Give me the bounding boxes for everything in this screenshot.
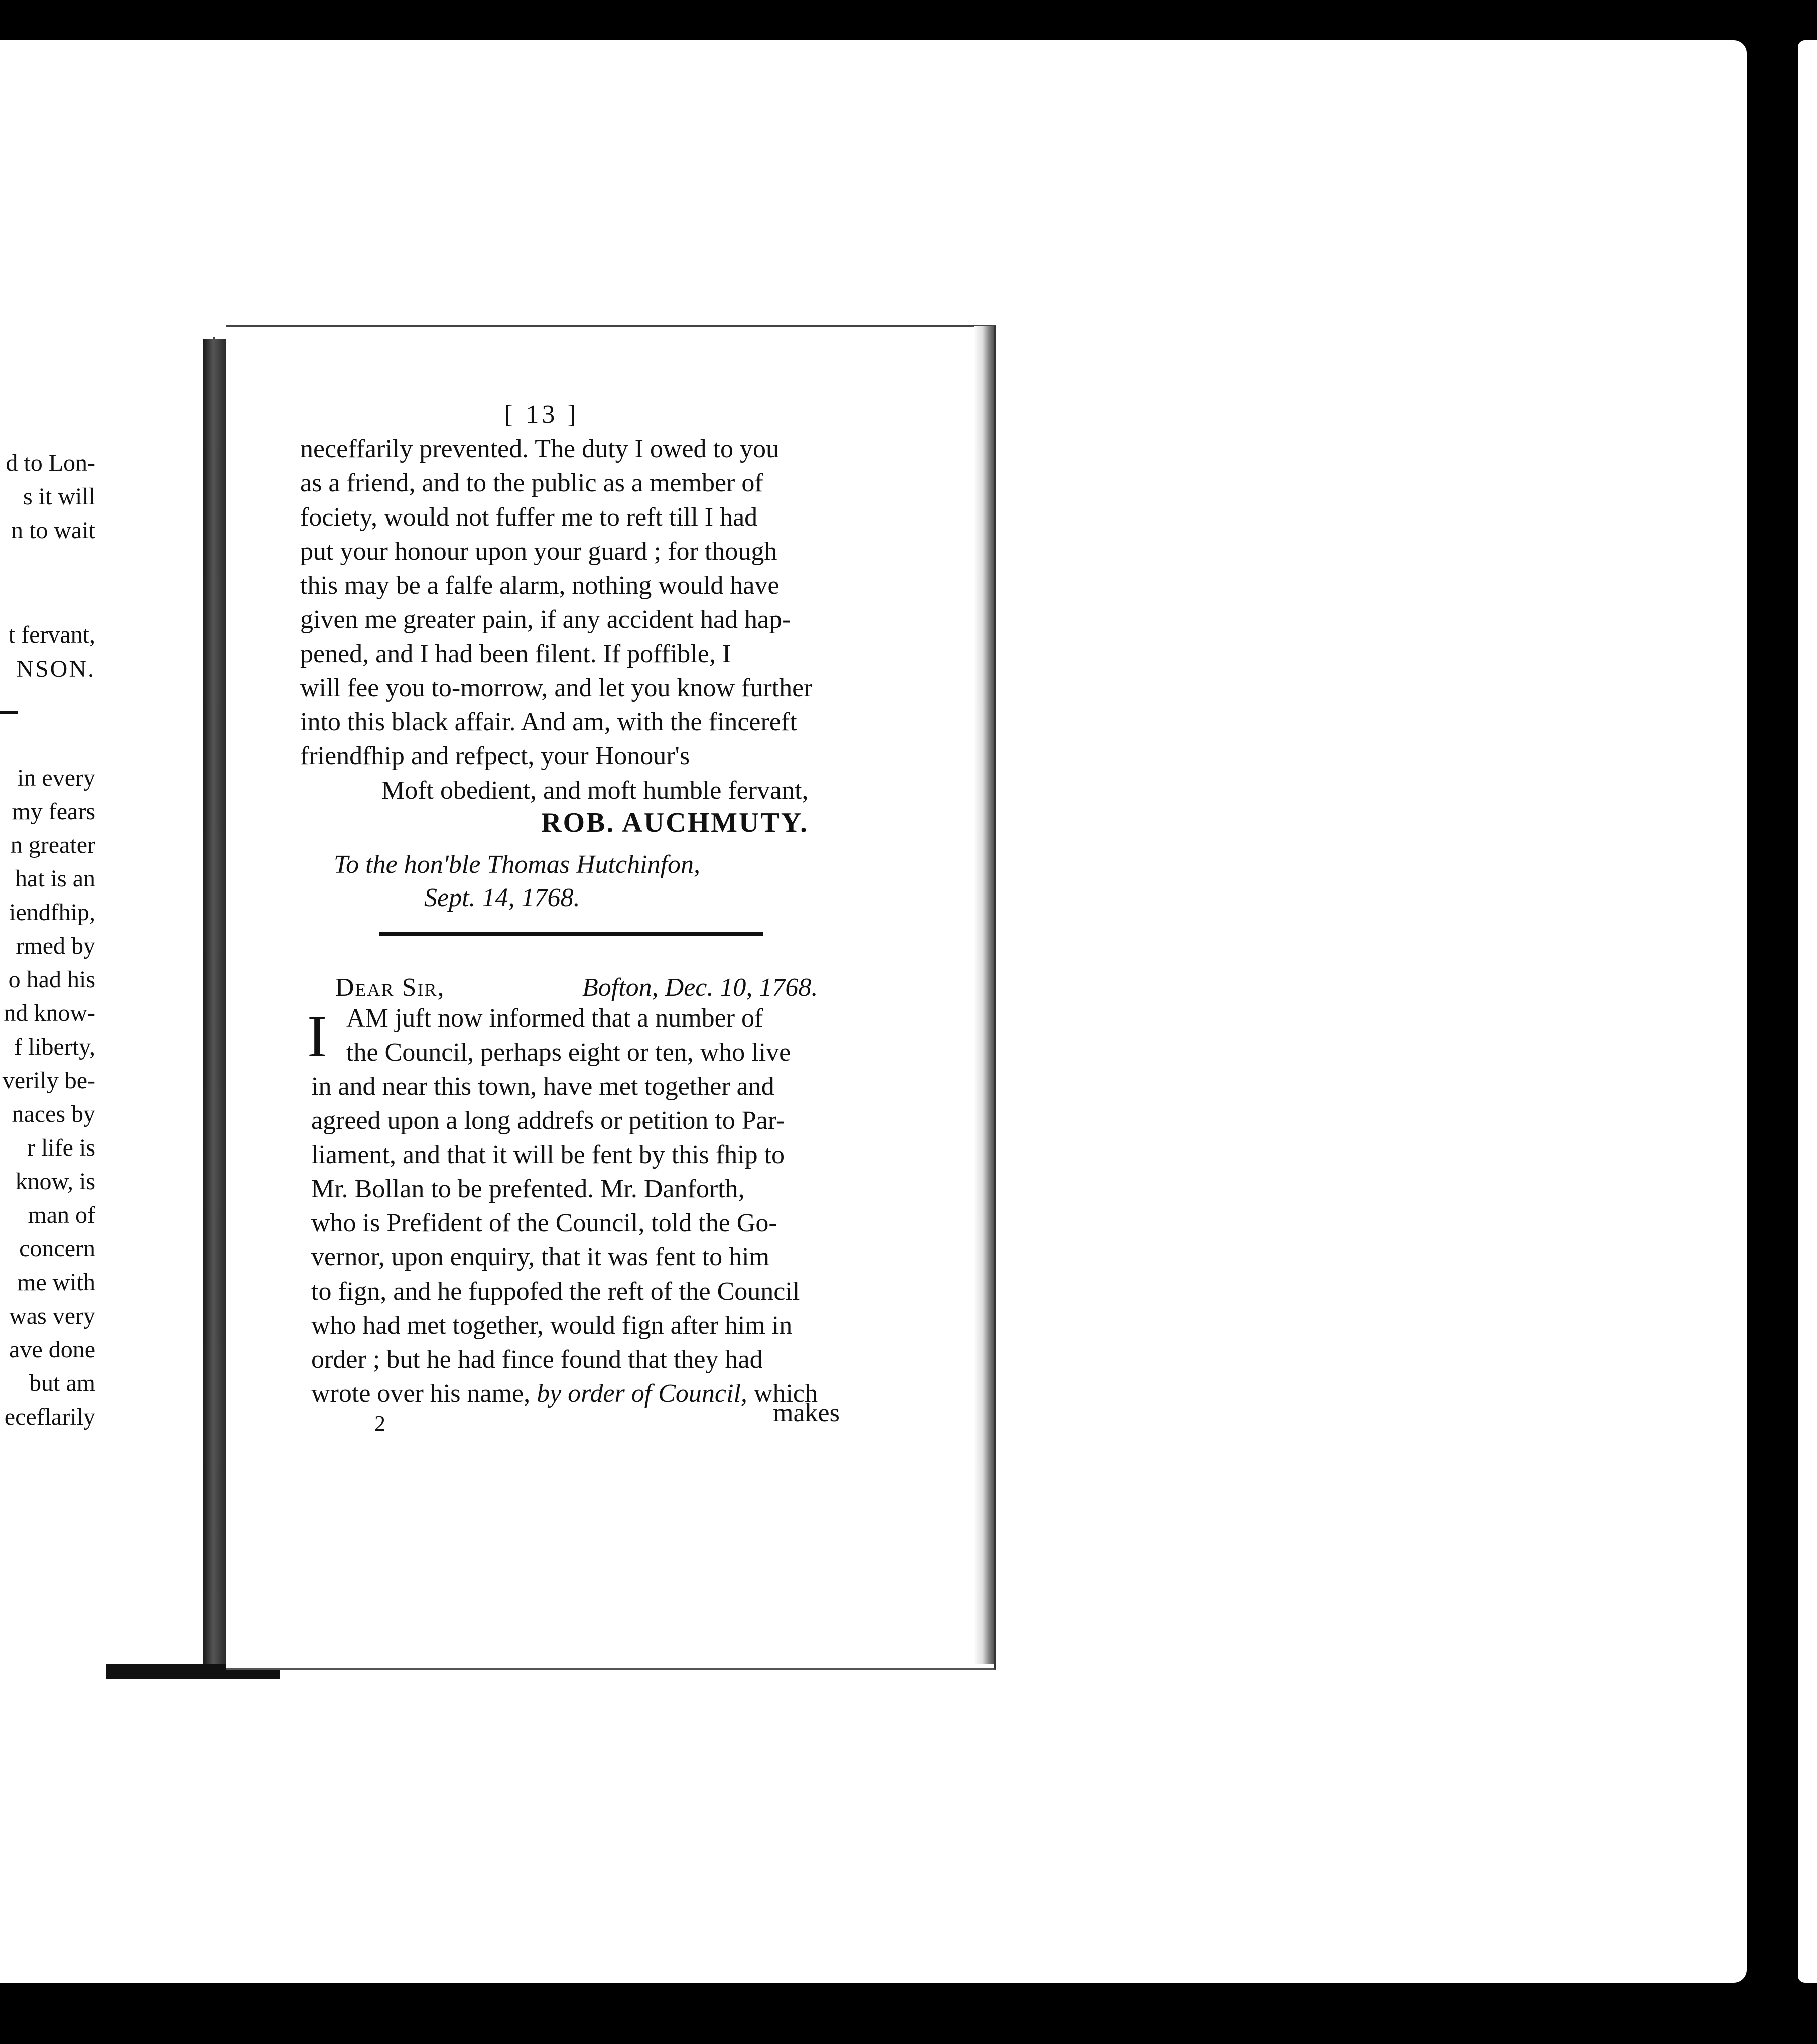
- letter-line: fociety, would not fuffer me to reft till I had: [300, 503, 758, 532]
- section-rule: [379, 932, 763, 936]
- letter-line: this may be a falfe alarm, nothing would have: [300, 571, 780, 600]
- left-page-line: nd know-: [4, 1000, 95, 1027]
- letter-line: neceffarily prevented. The duty I owed to you: [300, 435, 779, 463]
- left-page-line: t fervant,: [8, 621, 95, 648]
- letter-line-last: [311, 1377, 818, 1411]
- letter-line: AM juft now informed that a number of: [346, 1004, 763, 1033]
- left-page-line: was very: [9, 1303, 95, 1329]
- letter-line: will fee you to-morrow, and let you know further: [300, 674, 813, 702]
- letter-line: put your honour upon your guard ; for though: [300, 537, 777, 566]
- left-page-line: o had his: [8, 966, 95, 993]
- left-page-line: me with: [17, 1269, 95, 1296]
- letter-date: Sept. 14, 1768.: [424, 883, 580, 912]
- left-page-line: naces by: [12, 1101, 95, 1127]
- letter-line: order ; but he had fince found that they had: [311, 1345, 763, 1374]
- left-page-line: n greater: [10, 832, 95, 858]
- left-page-line: concern: [19, 1235, 95, 1262]
- text-run: which: [747, 1379, 818, 1408]
- letter-line: the Council, perhaps eight or ten, who live: [346, 1038, 791, 1067]
- letter-salutation: Dear Sir,: [335, 973, 445, 1002]
- text-run: wrote over his name,: [311, 1379, 537, 1408]
- left-page-line: f liberty,: [14, 1034, 95, 1060]
- letter-line: Mr. Bollan to be prefented. Mr. Danforth,: [311, 1175, 745, 1203]
- letter-line: who had met together, would fign after him in: [311, 1311, 793, 1340]
- left-page-line: r life is: [27, 1134, 95, 1161]
- left-page-line: verily be-: [2, 1067, 95, 1094]
- letter-line: vernor, upon enquiry, that it was fent to him: [311, 1243, 770, 1271]
- signature-mark: 2: [374, 1411, 385, 1436]
- catchword: makes: [773, 1398, 840, 1427]
- adjacent-frame-edge: [1798, 40, 1817, 1983]
- left-page-line: know, is: [15, 1168, 95, 1195]
- italic-phrase: by order of Council,: [537, 1379, 747, 1408]
- left-page-line: man of: [28, 1202, 95, 1228]
- left-page-rule: [0, 711, 18, 714]
- left-page-line: ave done: [9, 1336, 95, 1363]
- left-page-line: iendfhip,: [9, 899, 95, 926]
- left-page-line: in every: [17, 764, 95, 791]
- letter-line: into this black affair. And am, with the fincereft: [300, 708, 797, 736]
- letter-line: liament, and that it will be fent by this fhip to: [311, 1140, 785, 1169]
- letter-place-date: Bofton, Dec. 10, 1768.: [582, 973, 818, 1002]
- left-page-line: eceflarily: [4, 1403, 95, 1430]
- book-spine: [203, 339, 228, 1667]
- left-page-line: hat is an: [15, 865, 95, 892]
- letter-line: pened, and I had been filent. If poffible, I: [300, 640, 731, 668]
- letter-addressee: To the hon'ble Thomas Hutchinfon,: [334, 850, 701, 879]
- left-page: [0, 337, 215, 1667]
- left-page-line: rmed by: [16, 933, 95, 959]
- letter-signature: ROB. AUCHMUTY.: [541, 807, 809, 838]
- left-page-line: s it will: [23, 483, 95, 510]
- letter-line: friendfhip and refpect, your Honour's: [300, 742, 690, 771]
- drop-cap: I: [307, 1003, 327, 1069]
- page-number: [ 13 ]: [504, 400, 579, 429]
- left-page-line: my fears: [12, 798, 95, 825]
- left-page-line: d to Lon-: [6, 450, 95, 476]
- letter-line: as a friend, and to the public as a member of: [300, 469, 763, 497]
- letter-line: in and near this town, have met together and: [311, 1072, 774, 1101]
- letter-line: to fign, and he fuppofed the reft of the Council: [311, 1277, 800, 1306]
- letter-line: who is Prefident of the Council, told the Go-: [311, 1209, 777, 1237]
- page-edge-shadow: [974, 326, 994, 1664]
- letter-line: given me greater pain, if any accident had hap-: [300, 605, 791, 634]
- left-page-line: n to wait: [11, 517, 95, 544]
- left-page-line: NSON.: [16, 656, 95, 682]
- left-page-line: but am: [29, 1370, 95, 1396]
- letter-closing: Moft obedient, and moft humble fervant,: [381, 776, 809, 805]
- letter-line: agreed upon a long addrefs or petition to Par-: [311, 1106, 785, 1135]
